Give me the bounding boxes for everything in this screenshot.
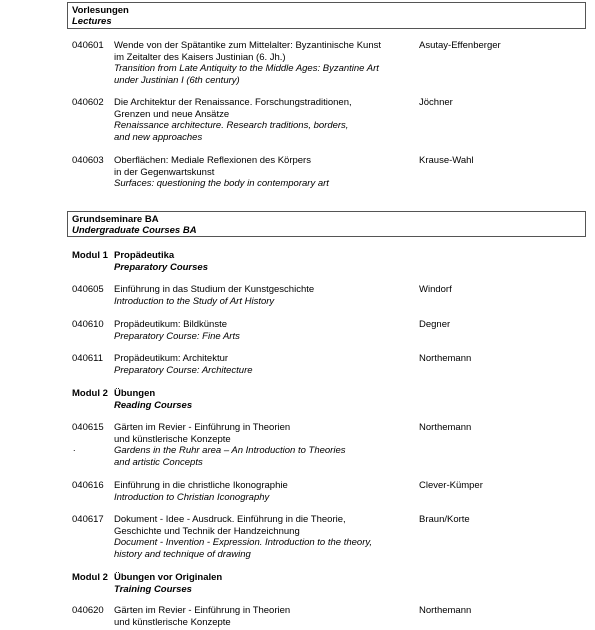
course-title-en: Preparatory Course: Fine Arts: [114, 330, 240, 342]
course-number: 040611: [72, 353, 103, 364]
lecturer: Braun/Korte: [419, 514, 470, 525]
lecturer: Jöchner: [419, 97, 453, 108]
course-title-de: Gärten im Revier - Einführung in Theorien: [114, 605, 291, 616]
module-title: [114, 250, 208, 273]
lecturer: Northemann: [419, 605, 472, 616]
module-title-de: Übungen vor Originalen: [114, 572, 223, 583]
section-title-de: Vorlesungen: [72, 5, 129, 16]
module-label: Modul 2: [72, 388, 108, 399]
module-title-de: Propädeutika: [114, 250, 175, 261]
course-title-de: Einführung in die christliche Ikonographie: [114, 480, 288, 491]
section-title-en: Undergraduate Courses BA: [72, 225, 197, 236]
stray-mark: .: [73, 443, 76, 453]
course-title-de: Oberflächen: Mediale Reflexionen des Körpers: [114, 155, 311, 166]
course-title: [114, 514, 414, 560]
module-label: Modul 1: [72, 250, 108, 261]
module-title-de: Übungen: [114, 388, 156, 399]
course-title-en: Introduction to the Study of Art History: [114, 295, 275, 307]
course-title: [114, 353, 414, 376]
course-title-de: Einführung in das Studium der Kunstgeschichte: [114, 284, 315, 295]
course-title-en: Renaissance architecture. Research traditions, borders,: [114, 120, 349, 131]
section-title-de: Grundseminare BA: [72, 214, 159, 225]
course-title: [114, 480, 414, 503]
lecturer: Clever-Kümper: [419, 480, 483, 491]
course-title: [114, 605, 414, 628]
course-title-en: and artistic Concepts: [114, 456, 203, 468]
lecturer: Krause-Wahl: [419, 155, 474, 166]
course-title-en: under Justinian I (6th century): [114, 74, 240, 86]
lecturer: Northemann: [419, 422, 472, 433]
course-title-de: im Zeitalter des Kaisers Justinian (6. Jh.): [114, 51, 286, 63]
course-title-de: in der Gegenwartskunst: [114, 166, 215, 178]
course-title: [114, 422, 414, 468]
course-number: 040605: [72, 284, 104, 295]
course-title-en: and new approaches: [114, 131, 203, 143]
course-number: 040616: [72, 480, 104, 491]
module-title-en: Training Courses: [114, 583, 192, 595]
module-title: [114, 388, 192, 411]
course-number: 040601: [72, 40, 104, 51]
course-title-de: und künstlerische Konzepte: [114, 616, 231, 628]
course-title: [114, 284, 414, 307]
course-number: 040615: [72, 422, 104, 433]
course-title-en: history and technique of drawing: [114, 548, 251, 560]
lecturer: Degner: [419, 319, 451, 330]
course-title-de: und künstlerische Konzepte: [114, 433, 231, 445]
course-title-en: Transition from Late Antiquity to the Middle Ages: Byzantine Art: [114, 63, 379, 74]
course-title-en: Document - Invention - Expression. Introduction to the theory,: [114, 537, 373, 548]
course-number: 040620: [72, 605, 104, 616]
course-title: [114, 97, 414, 143]
course-title: [114, 319, 414, 342]
lecturer: Asutay-Effenberger: [419, 40, 501, 51]
course-title-en: Preparatory Course: Architecture: [114, 364, 253, 376]
course-title: [114, 40, 414, 86]
module-title-en: Reading Courses: [114, 399, 193, 411]
section-header-lectures: [67, 2, 586, 29]
lecturer: Windorf: [419, 284, 452, 295]
course-title-de: Geschichte und Technik der Handzeichnung: [114, 525, 300, 537]
course-title-en: Surfaces: questioning the body in contemporary art: [114, 178, 329, 189]
lecturer: Northemann: [419, 353, 472, 364]
section-header-ba: [67, 211, 586, 237]
course-number: 040603: [72, 155, 104, 166]
course-title-de: Gärten im Revier - Einführung in Theorien: [114, 422, 291, 433]
course-title-de: Wende von der Spätantike zum Mittelalter: Byzantinische Kunst: [114, 40, 382, 51]
course-title-de: Propädeutikum: Architektur: [114, 353, 229, 364]
course-title-en: Introduction to Christian Iconography: [114, 491, 270, 503]
course-title-de: Dokument - Idee - Ausdruck. Einführung in die Theorie,: [114, 514, 346, 525]
course-title-de: Grenzen und neue Ansätze: [114, 108, 230, 120]
course-number: 040610: [72, 319, 104, 330]
course-number: 040617: [72, 514, 104, 525]
course-title-de: Propädeutikum: Bildkünste: [114, 319, 228, 330]
course-title-de: Die Architektur der Renaissance. Forschungstraditionen,: [114, 97, 352, 108]
course-title: [114, 155, 414, 190]
module-title: [114, 572, 222, 595]
course-title-en: Gardens in the Ruhr area – An Introduction to Theories: [114, 445, 346, 456]
module-title-en: Preparatory Courses: [114, 261, 208, 273]
course-number: 040602: [72, 97, 104, 108]
module-label: Modul 2: [72, 572, 108, 583]
section-title-en: Lectures: [72, 16, 112, 27]
